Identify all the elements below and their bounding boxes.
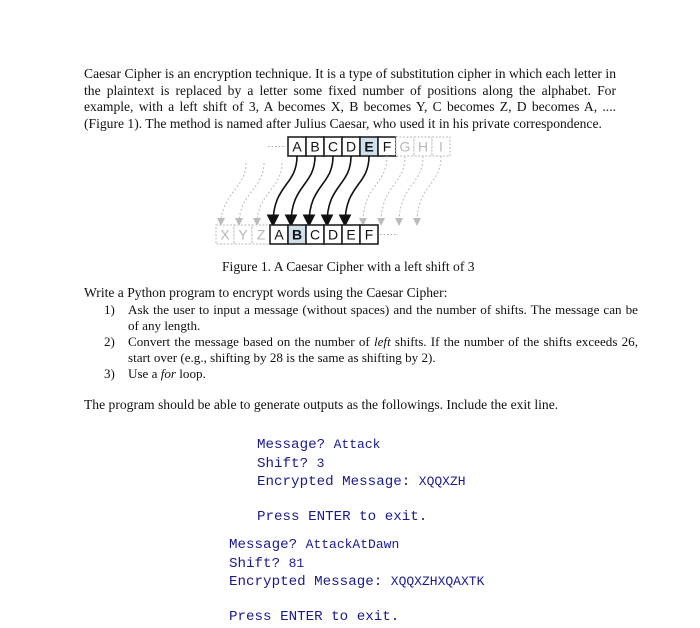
encrypted-value: XQQXZH	[418, 474, 466, 489]
caesar-cipher-figure	[212, 133, 502, 253]
shift-arrow	[239, 163, 264, 224]
letter-label: Z	[256, 226, 266, 243]
message-prompt: Message?	[229, 537, 306, 553]
requirement-number: 2)	[104, 334, 115, 350]
figure-caption: Figure 1. A Caesar Cipher with a left shift of 3	[222, 259, 475, 274]
requirement-text: left	[373, 334, 391, 350]
encrypted-value: XQQXZHXQAXTK	[390, 574, 485, 589]
letter-label: G	[399, 138, 411, 155]
letter-label: A	[292, 138, 302, 155]
requirement-text: for	[160, 366, 177, 382]
message-value: Attack	[333, 437, 381, 452]
letter-label: B	[310, 138, 320, 155]
encrypted-label: Encrypted Message:	[229, 574, 391, 590]
letter-label: B	[291, 226, 303, 243]
sample-output-2	[229, 536, 484, 627]
requirement-item	[104, 334, 638, 365]
output-intro: The program should be able to generate outputs as the followings. Include the exit line.	[84, 397, 559, 412]
letter-label: I	[439, 138, 443, 155]
letter-label: A	[274, 226, 284, 243]
requirement-text: Use a	[128, 366, 161, 382]
letter-label: Y	[238, 226, 248, 243]
requirement-text: Ask the user to input a message (without spaces) and the number of shifts. The message can be of any length.	[128, 302, 638, 333]
shift-arrow	[417, 156, 441, 224]
requirements-list	[104, 302, 638, 383]
shift-prompt: Shift?	[229, 555, 289, 572]
letter-label: C	[327, 138, 339, 155]
shift-arrow	[363, 156, 387, 224]
requirement-number: 3)	[104, 366, 115, 382]
requirement-text: shifts. If the number of the shifts exceeds 26, start over (e.g., shifting by 28 is the same as shifting by 2).	[128, 334, 638, 365]
message-value: AttackAtDawn	[305, 537, 400, 552]
letter-label: F	[382, 138, 392, 155]
intro-paragraph: Caesar Cipher is an encryption technique. It is a type of substitution cipher in which each letter in the plaintext is replaced by a letter some fixed number of positions along the alphabet. For example, with a left shift of 3, A becomes X, B becomes Y, C becomes Z, D becomes A, .... (Figure 1). The method is named after Julius Caesar, who used it in his private correspondence.	[84, 66, 616, 131]
shift-arrow	[399, 156, 423, 224]
shift-value: 81	[288, 555, 305, 571]
cipher-alphabet-row	[216, 225, 398, 244]
requirement-item	[104, 366, 638, 382]
shift-arrows	[221, 156, 441, 224]
requirement-item	[104, 302, 638, 333]
encrypted-label: Encrypted Message:	[257, 474, 419, 490]
exit-line: Press ENTER to exit.	[257, 509, 428, 525]
exit-line: Press ENTER to exit.	[229, 609, 400, 625]
shift-arrow	[291, 156, 315, 224]
shift-arrow	[381, 156, 405, 224]
letter-label: D	[345, 138, 357, 155]
letter-label: X	[220, 226, 230, 243]
letter-label: F	[364, 226, 374, 243]
shift-arrow	[309, 156, 333, 224]
letter-label: C	[309, 226, 321, 243]
letter-label: H	[417, 138, 429, 155]
plain-alphabet-row	[268, 137, 450, 156]
task-intro: Write a Python program to encrypt words using the Caesar Cipher:	[84, 285, 448, 300]
requirement-text: loop.	[176, 366, 206, 382]
requirement-text: Convert the message based on the number of	[128, 334, 374, 350]
shift-arrow	[327, 156, 351, 224]
shift-arrow	[257, 163, 282, 224]
letter-label: D	[327, 226, 339, 243]
message-prompt: Message?	[257, 437, 334, 453]
letter-label: E	[364, 138, 374, 155]
sample-output-1	[257, 436, 466, 527]
shift-arrow	[273, 156, 297, 224]
shift-value: 3	[316, 455, 325, 471]
shift-arrow	[345, 156, 369, 224]
shift-arrow	[221, 163, 246, 224]
requirement-number: 1)	[104, 302, 115, 317]
shift-prompt: Shift?	[257, 455, 317, 472]
letter-label: E	[346, 226, 356, 243]
